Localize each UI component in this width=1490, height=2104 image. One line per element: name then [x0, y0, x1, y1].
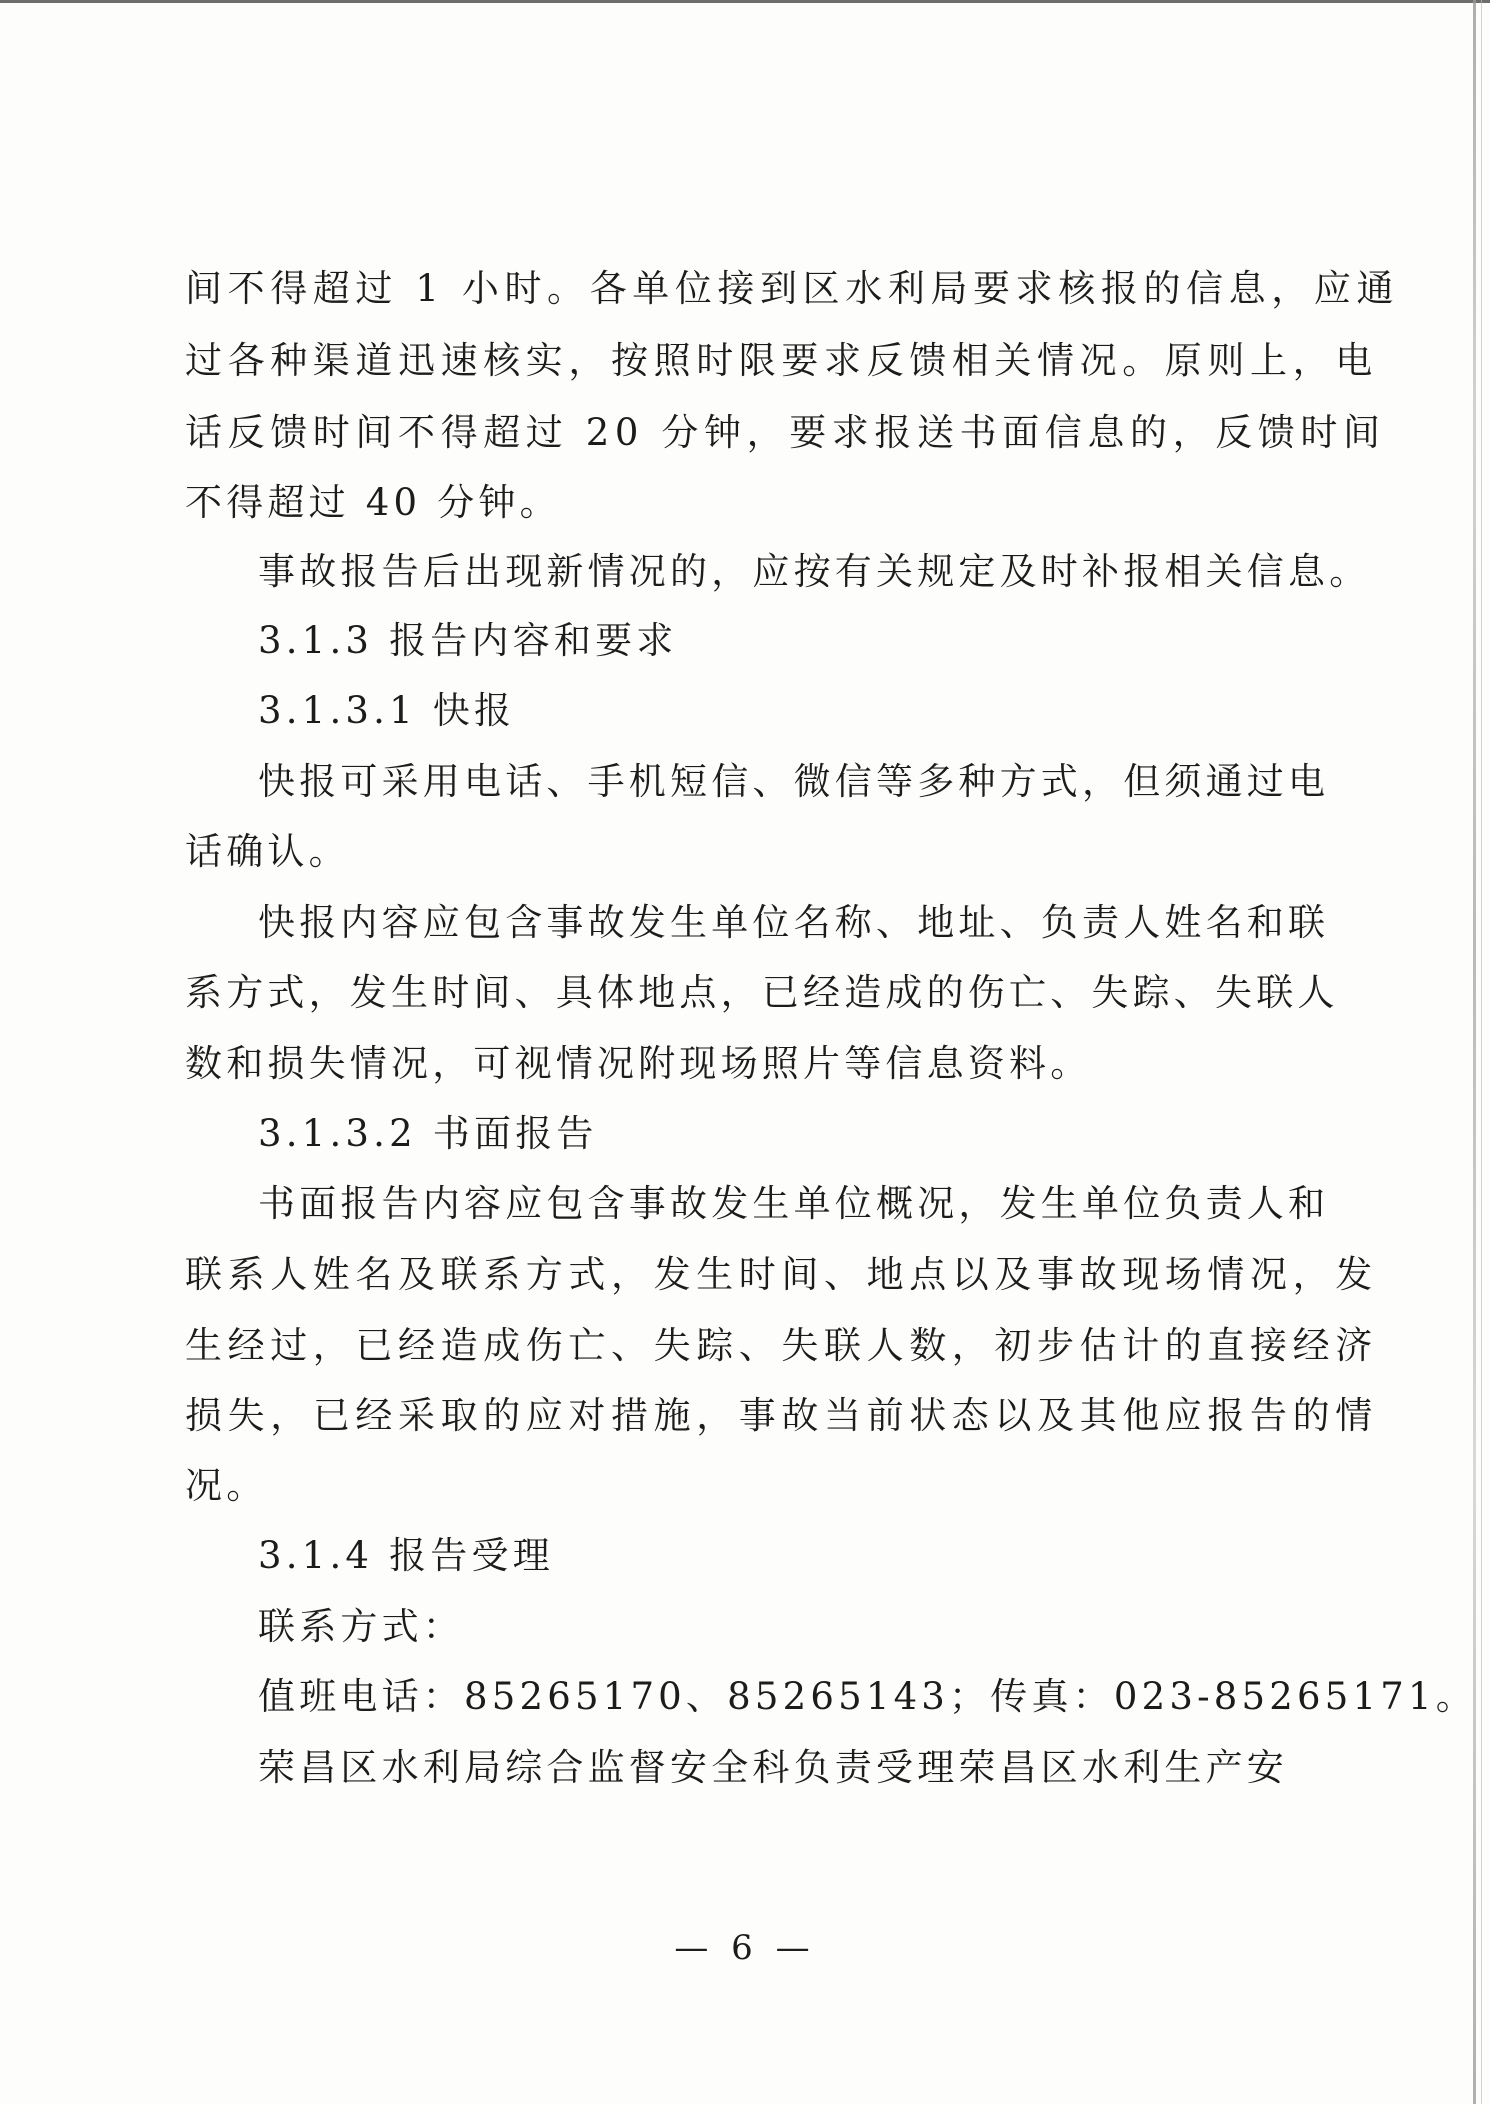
subsection-heading: 3.1.3.2 书面报告: [258, 1112, 598, 1155]
paragraph-line: 系方式，发生时间、具体地点，已经造成的伤亡、失踪、失联人: [185, 971, 1339, 1014]
page-number: — 6 —: [674, 1928, 816, 1968]
paragraph-line: 数和损失情况，可视情况附现场照片等信息资料。: [185, 1042, 1092, 1085]
scan-right-edge-inner: [1481, 0, 1482, 2104]
section-heading: 3.1.3 报告内容和要求: [258, 619, 678, 662]
paragraph-line: 况。: [185, 1464, 268, 1507]
paragraph-line: 间不得超过 1 小时。各单位接到区水利局要求核报的信息，应通: [185, 267, 1400, 310]
paragraph-line: 快报内容应包含事故发生单位名称、地址、负责人姓名和联: [258, 901, 1330, 944]
paragraph-line: 书面报告内容应包含事故发生单位概况，发生单位负责人和: [258, 1182, 1330, 1225]
paragraph-line: 生经过，已经造成伤亡、失踪、失联人数，初步估计的直接经济: [185, 1324, 1378, 1367]
paragraph-line: 损失，已经采取的应对措施，事故当前状态以及其他应报告的情: [185, 1394, 1378, 1437]
paragraph-line: 事故报告后出现新情况的，应按有关规定及时补报相关信息。: [258, 550, 1371, 593]
contact-line: 值班电话：85265170、85265143；传真：023-85265171。: [258, 1675, 1477, 1718]
paragraph-line: 话确认。: [185, 830, 350, 873]
paragraph-line: 联系人姓名及联系方式，发生时间、地点以及事故现场情况，发: [185, 1253, 1378, 1296]
paragraph-line: 联系方式：: [258, 1605, 464, 1648]
scan-right-edge: [1473, 0, 1476, 2104]
scan-top-edge: [0, 0, 1490, 3]
paragraph-line: 话反馈时间不得超过 20 分钟，要求报送书面信息的，反馈时间: [185, 411, 1386, 454]
paragraph-line: 不得超过 40 分钟。: [185, 481, 561, 524]
paragraph-line: 过各种渠道迅速核实，按照时限要求反馈相关情况。原则上，电: [185, 339, 1378, 382]
paragraph-line: 快报可采用电话、手机短信、微信等多种方式，但须通过电: [258, 760, 1330, 803]
subsection-heading: 3.1.3.1 快报: [258, 689, 516, 732]
paragraph-line: 荣昌区水利局综合监督安全科负责受理荣昌区水利生产安: [258, 1746, 1288, 1789]
section-heading: 3.1.4 报告受理: [258, 1534, 554, 1577]
